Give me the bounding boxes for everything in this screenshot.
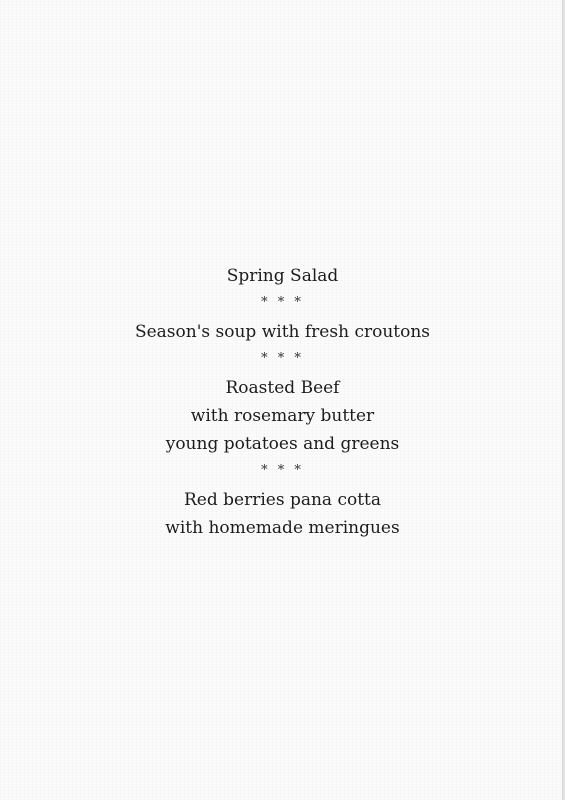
course-separator: * * * bbox=[261, 463, 304, 478]
course-separator: * * * bbox=[261, 351, 304, 366]
course-roasted-beef-sides: young potatoes and greens bbox=[165, 434, 400, 454]
course-roasted-beef-detail: with rosemary butter bbox=[190, 406, 375, 426]
course-roasted-beef: Roasted Beef bbox=[225, 378, 340, 398]
menu-list bbox=[0, 262, 565, 542]
course-dessert: Red berries pana cotta bbox=[183, 490, 382, 510]
course-soup: Season's soup with fresh croutons bbox=[134, 322, 431, 342]
course-dessert-detail: with homemade meringues bbox=[165, 518, 400, 538]
course-separator: * * * bbox=[261, 295, 304, 310]
course-spring-salad: Spring Salad bbox=[226, 266, 339, 286]
